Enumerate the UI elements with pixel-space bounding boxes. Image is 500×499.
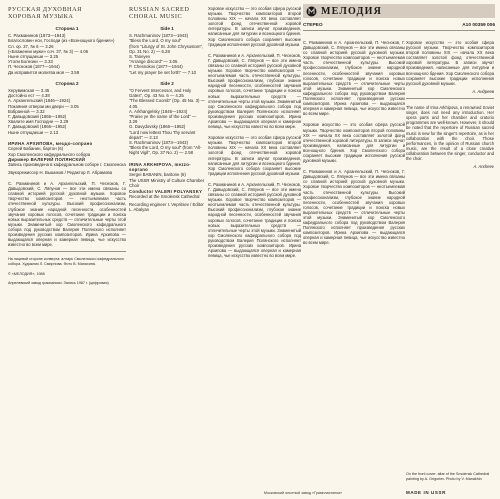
track-line: А. Архангельский (1846—1924) xyxy=(8,98,71,104)
signature-ru: А. Андреев xyxy=(472,88,494,94)
liner-notes-mid-text-4: С. Рахманинов и А. Архангельский, П. Чесноков, Г. Давыдовский, С. Ляпунов — все эти имена связаны со славной историей русской духовной музыки. Хоровое творчество композиторов — неотъемлемая часть отечественной культуры. Высокий профессионализм, глубокое знание народной песенности, особенностей звучания хоровых голосов, сочетание традиции и поиска новых выразительных средств — отличительные черты этой музыки. Знаменитый хор Смоленского кафедрального собора под руководством Валерия Полянского исполняет произведения русских композиторов. Ирина Архипова — выдающаяся оперная и камерная певица, чье искусство известно во всем мире. xyxy=(208,181,301,259)
track-list-side1-ru xyxy=(8,33,126,75)
performer-line: Дирижер ВАЛЕРИЙ ПОЛЯНСКИЙ xyxy=(8,157,86,163)
track-line: Г. Давыдовский (1866—1952) xyxy=(8,124,67,130)
performer-line: ИРИНА АРХИПОВА, меццо-сопрано xyxy=(8,140,93,146)
divider xyxy=(406,98,494,99)
track-line: («Блаженни мужи» соч. 37, № 3) — 4.06 xyxy=(8,48,89,54)
liner-notes-mid-text-3: Хоровое искусство — это особая сфера русской музыки. Творчество композиторов второй половины XIX — начала XX века составляет золотой фонд отечественной хоровой литературы. В записи звучат произведения, написанные для литургии и всенощного бдения. Хор Смоленского собора сохраняет высокие традиции исполнения русской духовной музыки. xyxy=(208,135,301,176)
performers-ru xyxy=(8,141,126,168)
track-line: Благословен еси, Господи (из «Всенощного бдения») xyxy=(8,38,115,44)
made-in-label: MADE IN USSR xyxy=(406,490,446,495)
side1-heading-en: Side 1 xyxy=(160,26,174,31)
track-line: Хвалите имя Господне — 3.29 xyxy=(8,119,69,125)
performer-line: Сергей Бабанин, бартон (6) xyxy=(8,146,64,152)
cover-note-ru: На лицевой стороне конверта: алтарь Смоленского кафедрального собора. Художник Л. Смирнова. Фото В. Манахина. xyxy=(8,257,124,266)
track-line: Херувимская — 3.45 xyxy=(8,88,50,94)
liner-notes-right-ru-text: С. Рахманинов и А. Архангельский, П. Чесноков, Г. Давыдовский, С. Ляпунов — все эти имена связаны со славной историей русской духовной музыки. Хоровое творчество композиторов — неотъемлемая часть отечественной культуры. Высокий профессионализм, глубокое знание народной песенности, особенностей звучания хоровых голосов, сочетание традиции и поиска новых выразительных средств — отличительные черты этой музыки. Знаменитый хор Смоленского кафедрального собора под руководством Валерия Полянского исполняет произведения русских композиторов. Ирина Архипова — выдающаяся оперная и камерная певица, чье искусство известно во всем мире. xyxy=(303,40,405,117)
liner-notes-mid-text: Хоровое искусство — это особая сфера русской музыки. Творчество композиторов второй половины XIX — начала XX века составляет золотой фонд отечественной хоровой литературы. В записи звучат произведения, написанные для литургии и всенощного бдения. Хор Смоленского собора сохраняет высокие традиции исполнения русской духовной музыки. xyxy=(208,6,301,47)
track-line: S. Rachmaninov (1873—1943) xyxy=(129,140,188,146)
melodiya-logo-bar xyxy=(303,4,495,18)
track-line: "Arrange discord" — 3.05 xyxy=(129,59,178,65)
liner-notes-middle xyxy=(208,6,301,492)
track-line: П. Чесноков (1877—1944) xyxy=(8,64,60,70)
catalog-row xyxy=(303,20,495,31)
track-list-side2-en xyxy=(129,88,205,156)
cover-note-en: On the front cover: altar of the Smolensk Cathedral painting by A. Grigoriev. Photo by V. Manakhin xyxy=(406,472,490,481)
side2-heading-en: Side 2 xyxy=(160,80,174,86)
stereo-label: СТЕРЕО xyxy=(303,22,323,28)
liner-notes-right-ru xyxy=(303,40,405,492)
performer-line: Хор Смоленского кафедрального собора xyxy=(8,151,91,157)
performer-line: Sergei BABANIN, baritone (6) xyxy=(129,172,186,178)
track-list-side2-ru xyxy=(8,88,126,135)
liner-notes-right-en xyxy=(406,40,494,492)
signature-en: A. Andreev xyxy=(473,164,494,170)
liner-notes-top-right-ru: Хоровое искусство — это особая сфера русской музыки. Творчество композиторов второй половины XIX — начала XX века составляет золотой фонд отечественной хоровой литературы. В записи звучат произведения, написанные для литургии и всенощного бдения. Хор Смоленского собора сохраняет высокие традиции исполнения русской духовной музыки. xyxy=(406,40,494,86)
liner-notes-ru: С. Рахманинов и А. Архангельский, П. Чесноков, Г. Давыдовский, С. Ляпунов — все эти имена связаны со славной историей русской духовной музыки. Хоровое творчество композиторов — неотъемлемая часть отечественной культуры. Высокий профессионализм, глубокое знание народной песенности, особенностей звучания хоровых голосов, сочетание традиции и поиска новых выразительных средств — отличительные черты этой музыки. Знаменитый хор Смоленского кафедрального собора под руководством Валерия Полянского исполняет произведения русских композиторов. Ирина Архипова — выдающаяся оперная и камерная певица, чье искусство известно во всем мире. xyxy=(8,181,126,248)
side1-heading-ru: Сторона 1 xyxy=(55,26,79,31)
divider xyxy=(8,251,126,252)
catalog-number: A10 00359 006 xyxy=(462,22,495,28)
track-line: "Bless the Lord, O my soul" (from "All-Night Vigil", Op. 37 No. 2) — 2.58 xyxy=(129,145,202,156)
performer-line: Запись произведена в кафедральном соборе г. Смоленска xyxy=(8,162,126,168)
track-line: "The Blessed Coomb" (Op. 45 No. 3) — 4.05 xyxy=(129,98,205,109)
track-list-side1-en xyxy=(129,33,205,75)
credits-en: Recording engineer I. Vepritsev / Editor L. Abalyan xyxy=(129,201,204,212)
track-line: Сл. ор. 37, № 6 — 3.26 xyxy=(8,43,54,49)
track-line: Покаяния отверзи ми двери — 3.05 xyxy=(8,103,79,109)
track-line: S. Taneyev xyxy=(129,54,151,60)
russian-title-line2: ХОРОВАЯ МУЗЫКА xyxy=(8,13,74,20)
russian-title-line1: РУССКАЯ ДУХОВНАЯ xyxy=(8,6,82,13)
track-line: S. Rachmaninov (1873—1943) xyxy=(129,33,188,39)
track-line: Да исправится молитва моя — 3.58 xyxy=(8,69,80,75)
track-line: (from "Liturgy of St. John Chrysostom", Op. 31 No. 2) — 6.28 xyxy=(129,43,204,54)
performer-line: Conductor VALERI POLYANSKY xyxy=(129,188,203,194)
copyright-ru: © «МЕЛОДИЯ», 1988 xyxy=(8,271,45,276)
brand-name: МЕЛОДИЯ xyxy=(321,5,382,17)
track-line: P. Chesnokov (1877—1944) xyxy=(129,64,183,70)
track-line: "Let my prayer be set forth" — 7.10 xyxy=(129,69,197,75)
track-line: Ныне отпущаеши — 2.13 xyxy=(8,129,59,135)
factory-line: Московский опытный завод «Грампластинка» xyxy=(263,491,343,495)
factory-ru: Апрелевский завод грамзаписи. Запись 1987 г. (цифровая) xyxy=(8,281,109,286)
liner-notes-right-ru-text-2: Хоровое искусство — это особая сфера русской музыки. Творчество композиторов второй половины XIX — начала XX века составляет золотой фонд отечественной хоровой литературы. В записи звучат произведения, написанные для литургии и всенощного бдения. Хор Смоленского собора сохраняет высокие традиции исполнения русской духовной музыки. xyxy=(303,122,405,164)
track-line: "Bless the Lord, O my soul" xyxy=(129,38,182,44)
liner-notes-mid-text-2: С. Рахманинов и А. Архангельский, П. Чесноков, Г. Давыдовский, С. Ляпунов — все эти имена связаны со славной историей русской духовной музыки. Хоровое творчество композиторов — неотъемлемая часть отечественной культуры. Высокий профессионализм, глубокое знание народной песенности, особенностей звучания хоровых голосов, сочетание традиции и поиска новых выразительных средств — отличительные черты этой музыки. Знаменитый хор Смоленского кафедрального собора под руководством Валерия Полянского исполняет произведения русских композиторов. Ирина Архипова — выдающаяся оперная и камерная певица, чье искусство известно во всем мире. xyxy=(208,52,301,130)
track-line: Ныне отпущаеши — 3.25 xyxy=(8,54,59,60)
english-title-line2: CHORAL MUSIC xyxy=(129,13,183,20)
track-line: G. Davydovsky (1866—1952) xyxy=(129,124,186,130)
russian-column xyxy=(8,6,126,492)
performer-line: Recorded at the Smolensk Cathedral xyxy=(129,194,200,200)
credits-ru: Звукорежиссер Н. Вышиков / Редактор Л. Абрамова xyxy=(8,169,112,175)
track-line: Взбранной — 3.32 xyxy=(8,108,45,114)
track-line: "O Fervent Intercessor, and Holy Gates", Op. 43 No. 6 — 4.25 xyxy=(129,88,192,99)
english-column xyxy=(129,6,205,492)
track-line: Утоли Болезни — 3.33 xyxy=(8,59,53,65)
track-line: С. Рахманинов (1873—1943) xyxy=(8,33,66,39)
melodiya-logo-icon xyxy=(305,5,317,17)
side2-heading-ru: Сторона 2 xyxy=(55,80,79,86)
performer-line: IRINA ARKHIPOVA, mezzo-soprano xyxy=(129,161,191,173)
track-line: "Praise ye the name of the Lord" — 3.29 xyxy=(129,114,197,125)
track-line: A. Arkhangelsky (1846—1924) xyxy=(129,108,188,114)
track-line: Достойно ест — 4.38 xyxy=(8,93,50,99)
track-line: Г. Давыдовский (1866—1952) xyxy=(8,114,67,120)
performers-en xyxy=(129,162,205,200)
performer-line: The USSR Ministry of Culture Chamber Choir xyxy=(129,177,205,189)
track-line: "Lord now lettest Thou Thy servant depart" — 2.13 xyxy=(129,129,196,140)
liner-notes-right-ru-text-3: С. Рахманинов и А. Архангельский, П. Чесноков, Г. Давыдовский, С. Ляпунов — все эти имена связаны со славной историей русской духовной музыки. Хоровое творчество композиторов — неотъемлемая часть отечественной культуры. Высокий профессионализм, глубокое знание народной песенности, особенностей звучания хоровых голосов, сочетание традиции и поиска новых выразительных средств — отличительные черты этой музыки. Знаменитый хор Смоленского кафедрального собора под руководством Валерия Полянского исполняет произведения русских композиторов. Ирина Архипова — выдающаяся оперная и камерная певица, чье искусство известно во всем мире. xyxy=(303,169,405,246)
english-title-line1: RUSSIAN SACRED xyxy=(129,6,190,13)
liner-notes-en-text: The name of Irina Arkhipova, a renowned Soviet singer, does not need any introduction. Her opera parts and her chamber and oratorio programmes are well-known. However, it should be noted that the repertoire of Russian sacred music is new for the singer's repertoire, as is her collaboration with the choir. Those performances, in the opinion of Russian church music, are the result of a close creative collaboration between the singer, conductor and the choir. xyxy=(406,105,494,161)
